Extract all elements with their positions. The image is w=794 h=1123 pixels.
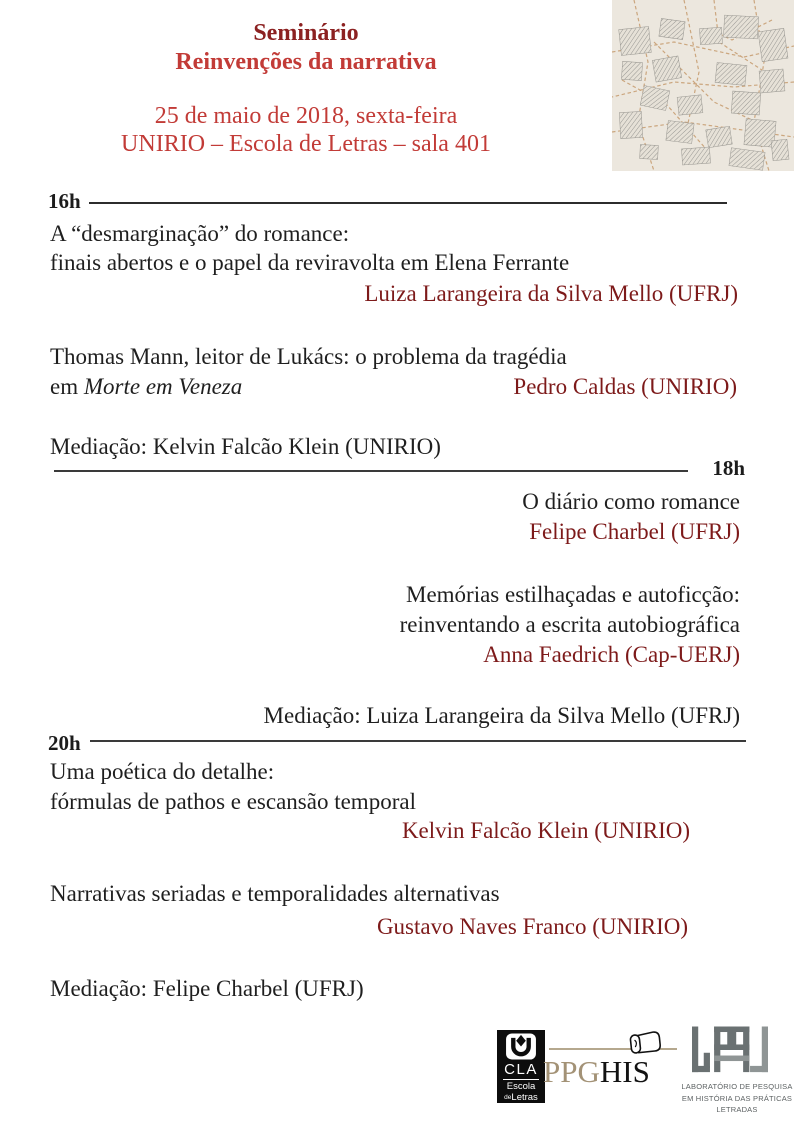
seminar-title: Seminário	[253, 20, 359, 46]
cla-school-line2-main: Letras	[511, 1092, 538, 1103]
lappl-caption	[678, 1081, 794, 1116]
cla-school-line1: Escola	[506, 1081, 536, 1092]
lappl-caption-line: LABORATÓRIO DE PESQUISA	[681, 1082, 793, 1091]
talk-title-line: O diário como romance	[522, 489, 740, 514]
talk-title-line: Memórias estilhaçadas e autoficção:	[406, 582, 740, 607]
talk-speaker: Gustavo Naves Franco (UNIRIO)	[376, 914, 688, 939]
talk-title-line: Narrativas seriadas e temporalidades alternativas	[50, 881, 500, 906]
talk-title-line: Thomas Mann, leitor de Lukács: o problema da tragédia	[50, 344, 567, 369]
lappl-caption-line: EM HISTÓRIA DAS PRÁTICAS	[681, 1093, 793, 1103]
mediation-line: Mediação: Kelvin Falcão Klein (UNIRIO)	[50, 434, 441, 459]
cla-school-line2-small: de	[504, 1094, 512, 1101]
session-divider-20h	[90, 740, 746, 742]
mediation-line: Mediação: Felipe Charbel (UFRJ)	[50, 976, 364, 1001]
cla-school-line2	[504, 1092, 538, 1103]
talk-title-book: Morte em Veneza	[83, 374, 243, 399]
cla-divider	[503, 1079, 539, 1080]
session-time-18h: 18h	[712, 456, 745, 480]
cla-acronym: CLA	[504, 1061, 538, 1078]
cla-escola-de-letras-logo	[497, 1030, 545, 1103]
session-divider-16h	[89, 202, 727, 204]
seminar-subtitle: Reinvenções da narrativa	[175, 49, 437, 75]
talk-speaker: Anna Faedrich (Cap-UERJ)	[483, 642, 740, 667]
seminar-venue: UNIRIO – Escola de Letras – sala 401	[121, 131, 491, 157]
talk-title-line: A “desmarginação” do romance:	[50, 221, 350, 246]
session-time-16h: 16h	[48, 189, 81, 213]
ppghis-his: HIS	[599, 1054, 650, 1089]
talk-title-line: Uma poética do detalhe:	[50, 759, 275, 784]
talk-title-line: reinventando a escrita autobiográfica	[399, 612, 740, 637]
talk-title-line: fórmulas de pathos e escansão temporal	[50, 789, 416, 814]
map-illustration	[612, 0, 794, 171]
lappl-monogram-icon	[692, 1024, 768, 1076]
seminar-date: 25 de maio de 2018, sexta-feira	[154, 103, 458, 129]
ppghis-ppg: PPG	[543, 1054, 600, 1089]
session-divider-18h	[54, 470, 688, 472]
talk-title-line: finais abertos e o papel da reviravolta em Elena Ferrante	[50, 250, 570, 275]
unirio-symbol-icon	[505, 1033, 537, 1060]
talk-speaker: Luiza Larangeira da Silva Mello (UFRJ)	[364, 281, 738, 306]
talk-speaker: Kelvin Falcão Klein (UNIRIO)	[401, 818, 690, 843]
mediation-line: Mediação: Luiza Larangeira da Silva Mello (UFRJ)	[263, 703, 740, 728]
talk-speaker: Felipe Charbel (UFRJ)	[529, 519, 740, 544]
talk-title-prefix: em	[50, 374, 84, 399]
talk-speaker: Pedro Caldas (UNIRIO)	[513, 374, 737, 399]
lappl-caption-line: LETRADAS	[716, 1105, 758, 1114]
talk-title-line	[50, 373, 242, 401]
session-time-20h: 20h	[48, 731, 81, 755]
ppghis-logo	[543, 1053, 650, 1090]
